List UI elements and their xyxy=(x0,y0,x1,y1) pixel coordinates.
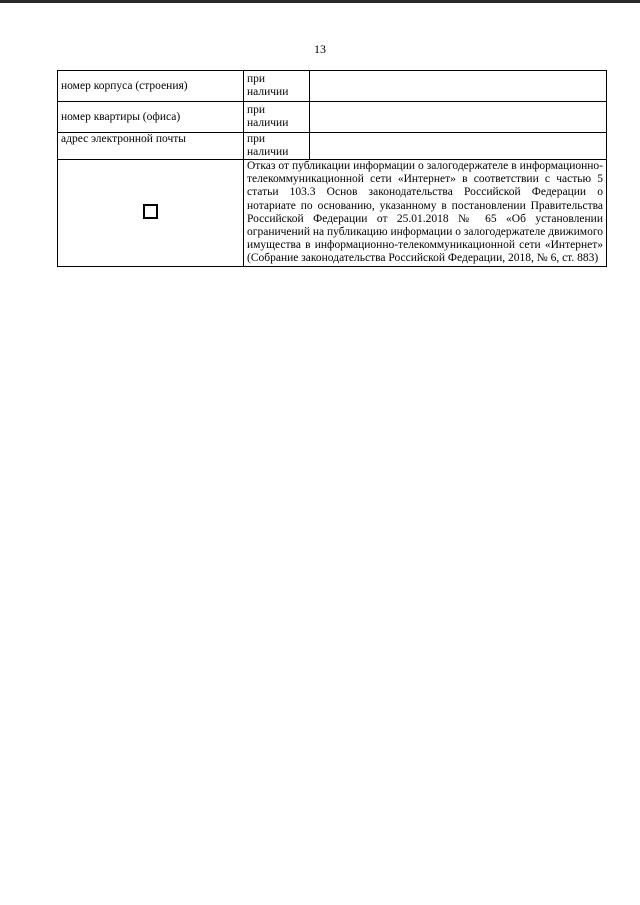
table-row xyxy=(58,71,607,102)
page-number: 13 xyxy=(314,42,326,56)
condition-line: при наличии xyxy=(247,133,289,158)
refusal-checkbox[interactable] xyxy=(143,204,158,219)
table-row xyxy=(58,133,607,160)
checkbox-cell xyxy=(58,160,244,267)
condition-line: при xyxy=(247,73,266,85)
address-form-table xyxy=(57,70,607,267)
field-value-email[interactable] xyxy=(310,133,607,160)
scan-top-edge xyxy=(0,0,640,3)
condition-line: при xyxy=(247,104,266,116)
refusal-text: Отказ от публикации информации о залогодержателе в информационно-телекоммуникационной сети «Интернет» в соответствии с частью 5 статьи 103.3 Основ законодательства Российской Федерации о нотариате по основанию, указанному в постановлении Правительства Российской Федерации от 25.01.2018 № 65 «Об установлении ограничений на публикацию информации о залогодержателе движимого имущества в информационно-телекоммуникационной сети «Интернет» (Собрание законодательства Российской Федерации, 2018, № 6, ст. 883) xyxy=(244,160,607,267)
table-row-refusal xyxy=(58,160,607,267)
field-condition xyxy=(244,133,310,160)
field-value-apartment[interactable] xyxy=(310,102,607,133)
field-condition xyxy=(244,71,310,102)
condition-line: наличии xyxy=(247,86,289,98)
field-label-apartment: номер квартиры (офиса) xyxy=(58,102,244,133)
condition-line: наличии xyxy=(247,117,289,129)
field-label-building: номер корпуса (строения) xyxy=(58,71,244,102)
table-row xyxy=(58,102,607,133)
field-label-email: адрес электронной почты xyxy=(58,133,244,160)
field-value-building[interactable] xyxy=(310,71,607,102)
field-condition xyxy=(244,102,310,133)
